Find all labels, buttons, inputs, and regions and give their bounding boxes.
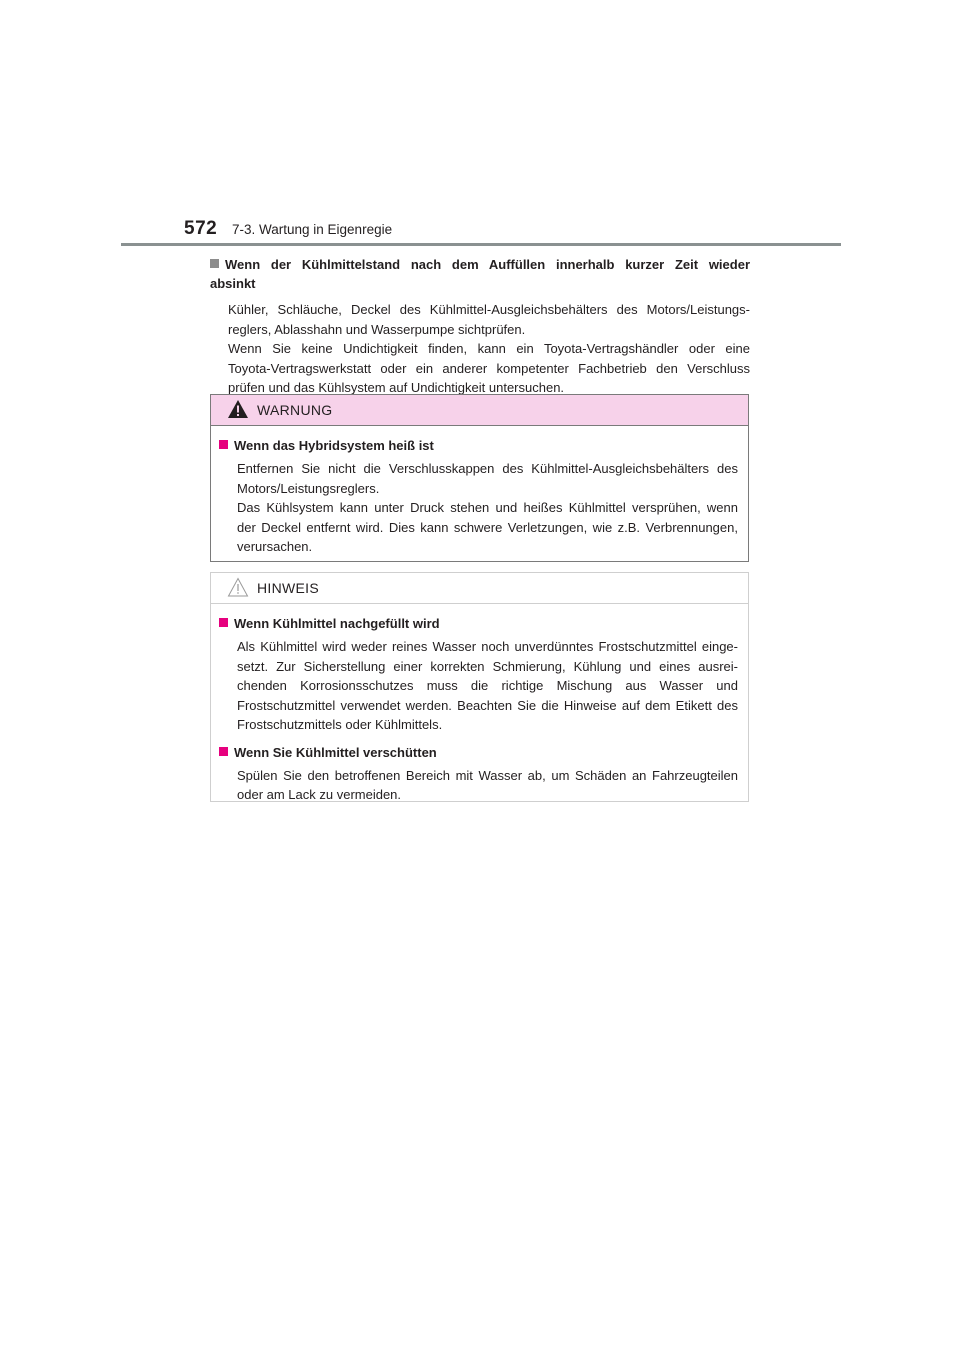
notice-item <box>219 614 738 735</box>
warning-box <box>210 394 749 562</box>
square-bullet-icon <box>219 747 228 756</box>
intro-line: Kühler, Schläuche, Deckel des Kühlmittel-Ausgleichsbehälters des Motors/Leistungs- <box>228 302 750 317</box>
warning-item-heading-text: Wenn das Hybridsystem heiß ist <box>234 438 434 453</box>
warning-item-body <box>237 459 738 557</box>
notice-body <box>211 604 748 805</box>
warning-header <box>211 395 748 426</box>
warning-line: verursachen. <box>237 539 313 554</box>
square-bullet-icon <box>219 440 228 449</box>
intro-line: prüfen und das Kühlsystem auf Undichtigkeit untersuchen. <box>228 380 565 395</box>
intro-line: reglers, Ablasshahn und Wasserpumpe sichtprüfen. <box>228 321 526 337</box>
square-bullet-icon <box>210 259 219 268</box>
notice-item-body <box>237 637 738 735</box>
warning-body <box>211 426 748 557</box>
notice-line: setzt. Zur Sicherstellung einer korrekten Schmierung, Kühlung und eines ausrei- <box>237 658 738 674</box>
notice-line: chenden Korrosionsschutzes muss die richtige Mischung aus Wasser und <box>237 678 738 693</box>
warning-line: Das Kühlsystem kann unter Druck stehen und heißes Kühlmittel versprühen, wenn <box>237 500 738 515</box>
notice-line: Spülen Sie den betroffenen Bereich mit Wasser ab, um Schäden an Fahrzeugteilen <box>237 767 738 783</box>
square-bullet-icon <box>219 618 228 627</box>
warning-line: der Deckel entfernt wird. Dies kann schwere Verletzungen, wie z.B. Verbrennungen, <box>237 519 738 535</box>
notice-line: Als Kühlmittel wird weder reines Wasser noch unverdünntes Frostschutzmittel einge- <box>237 639 738 654</box>
notice-item-body <box>237 766 738 805</box>
warning-item-heading <box>219 436 738 455</box>
header-rule <box>121 243 841 246</box>
intro-line: Wenn Sie keine Undichtigkeit finden, kann ein Toyota-Vertragshändler oder eine <box>228 341 750 356</box>
warning-item <box>219 436 738 557</box>
notice-item-heading <box>219 614 738 633</box>
notice-header <box>211 573 748 604</box>
warning-triangle-icon <box>227 399 249 419</box>
warning-line: Motors/Leistungsreglers. <box>237 480 380 496</box>
notice-line: Frostschutzmittels oder Kühlmittels. <box>237 717 443 732</box>
notice-item-heading-text: Wenn Sie Kühlmittel verschütten <box>234 744 437 760</box>
warning-line: Entfernen Sie nicht die Verschlusskappen des Kühlmittel-Ausgleichsbehälters des <box>237 461 738 476</box>
notice-line: oder am Lack zu vermeiden. <box>237 787 402 802</box>
notice-triangle-icon <box>227 577 249 597</box>
notice-item <box>219 743 738 805</box>
notice-item-heading-text: Wenn Kühlmittel nachgefüllt wird <box>234 616 440 631</box>
intro-heading <box>210 255 750 293</box>
intro-section <box>210 255 750 398</box>
page-number: 572 <box>184 218 218 239</box>
intro-line: Toyota-Vertragswerkstatt oder ein anderer kompetenter Fachbetrieb den Verschluss <box>228 360 750 376</box>
intro-heading-text: Wenn der Kühlmittelstand nach dem Auffüllen innerhalb kurzer Zeit wieder absinkt <box>210 257 750 291</box>
intro-body <box>228 300 750 398</box>
notice-item-heading <box>219 743 738 762</box>
notice-line: Frostschutzmittel verwendet werden. Beachten Sie die Hinweise auf dem Etikett des <box>237 697 738 713</box>
warning-label: WARNUNG <box>257 402 333 418</box>
notice-label: HINWEIS <box>257 580 319 596</box>
section-title: 7-3. Wartung in Eigenregie <box>232 222 393 237</box>
notice-box <box>210 572 749 802</box>
